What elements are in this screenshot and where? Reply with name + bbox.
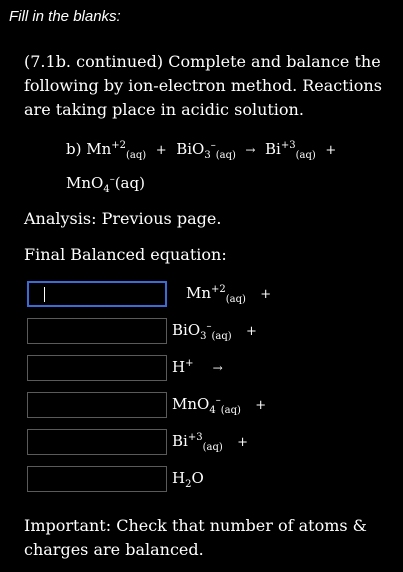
important-line-1: Important: Check that number of atoms & xyxy=(24,516,367,535)
question-line-1: (7.1b. continued) Complete and balance the xyxy=(24,52,381,71)
reactant-mn: $Mn^{+2}_{(aq)}$ xyxy=(86,140,147,161)
species-h2o: $H_2O$ xyxy=(172,469,204,490)
coefficient-input-bio3[interactable] xyxy=(27,318,167,344)
analysis-text: Analysis: Previous page. xyxy=(24,209,222,228)
final-equation-label: Final Balanced equation: xyxy=(24,245,227,264)
reaction-line-1 xyxy=(66,140,337,161)
question-text xyxy=(24,50,394,122)
important-line-2: charges are balanced. xyxy=(24,540,204,559)
coefficient-input-mn[interactable] xyxy=(27,281,167,307)
product-mno4: MnO$_4$–(aq) xyxy=(66,174,145,195)
instruction-text: Fill in the blanks: xyxy=(9,8,121,25)
coefficient-input-h2o[interactable] xyxy=(27,466,167,492)
species-bi: $Bi^{+3}_{(aq)}$ + xyxy=(172,432,248,453)
species-mno4: MnO$_4$–$_{(aq)}$ + xyxy=(172,395,267,416)
important-note xyxy=(24,514,367,562)
reactant-bio3: BiO$_3$–$_{(aq)}$ xyxy=(176,140,236,161)
species-h: H+ → xyxy=(172,358,223,376)
species-mn: $Mn^{+2}_{(aq)}$ + xyxy=(186,284,272,305)
question-line-2: following by ion-electron method. Reactions xyxy=(24,76,382,95)
reaction-label: b) xyxy=(66,140,82,158)
coefficient-input-mno4[interactable] xyxy=(27,392,167,418)
species-bio3: BiO$_3$–$_{(aq)}$ + xyxy=(172,321,257,342)
plus-sign: + xyxy=(155,143,167,158)
question-line-3: are taking place in acidic solution. xyxy=(24,100,304,119)
coefficient-input-h[interactable] xyxy=(27,355,167,381)
product-bi: $Bi^{+3}_{(aq)}$ xyxy=(265,140,316,161)
reaction-arrow: → xyxy=(245,143,256,157)
coefficient-input-bi[interactable] xyxy=(27,429,167,455)
plus-sign: + xyxy=(325,143,337,158)
text-cursor xyxy=(44,287,45,302)
reaction-line-2 xyxy=(66,174,145,195)
